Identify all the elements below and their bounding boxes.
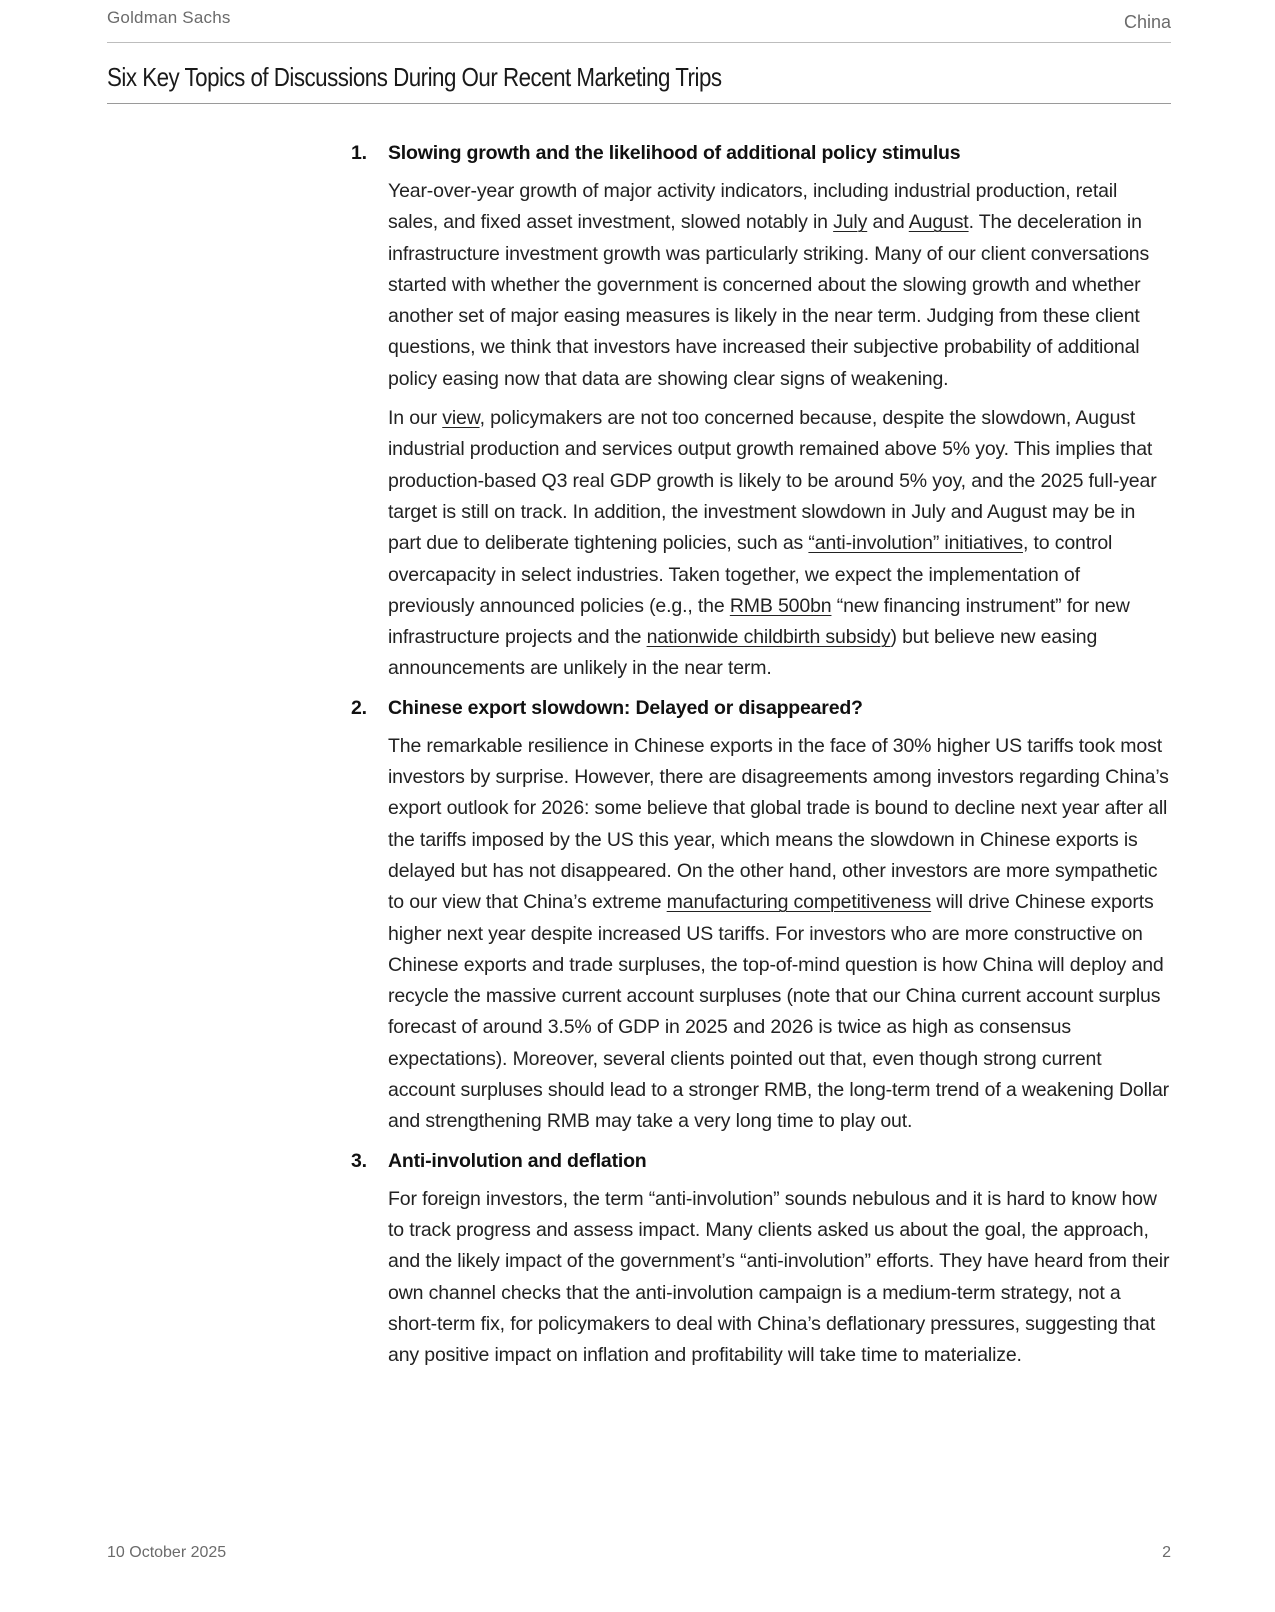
topic-paragraph	[388, 176, 1171, 395]
inline-link[interactable]: view	[442, 407, 480, 430]
topic-heading	[351, 1146, 1171, 1176]
header-brand: Goldman Sachs	[107, 8, 231, 27]
topic-number: 3.	[351, 1149, 367, 1172]
paragraph-text: will drive Chinese exports higher next year despite increased US tariffs. For investors who are more constructive on Chinese exports and trade surpluses, the top-of-mind question is how China will deploy and recycle the massive current account surpluses (note that our China current account surplus forecast of around 3.5% of GDP in 2025 and 2026 is twice as high as consensus expectations). Moreover, several clients pointed out that, even though strong current account surpluses should lead to a stronger RMB, the long-term trend of a weakening Dollar and strengthening RMB may take a very long time to play out.	[388, 891, 1170, 1133]
paragraph-text: , to control overcapacity in select industries. Taken together, we expect the implementation of previously announced policies (e.g., the	[388, 532, 1113, 617]
paragraph-text: “new financing instrument” for new infrastructure projects and the	[388, 594, 1130, 649]
topic-paragraph	[388, 403, 1171, 685]
paragraph-text: For foreign investors, the term “anti-involution” sounds nebulous and it is hard to know how to track progress and assess impact. Many clients asked us about the goal, the approach, and the likely impact of the government’s “anti-involution” efforts. They have heard from their own channel checks that the anti-involution campaign is a medium-term strategy, not a short-term fix, for policymakers to deal with China’s deflationary pressures, suggesting that any positive impact on inflation and profitability will take time to materialize.	[388, 1187, 1170, 1367]
topic-paragraph	[388, 731, 1171, 1138]
footer-date: 10 October 2025	[107, 1544, 227, 1561]
topic-heading	[351, 138, 1171, 168]
paragraph-text: . The deceleration in infrastructure investment growth was particularly striking. Many of our client conversations started with whether the government is concerned about the slowing growth and whether another set of major easing measures is likely in the near term. Judging from these client questions, we think that investors have increased their subjective probability of additional policy easing now that data are showing clear signs of weakening.	[388, 211, 1150, 390]
inline-link[interactable]: July	[833, 211, 868, 234]
topic-title: Slowing growth and the likelihood of additional policy stimulus	[388, 142, 961, 164]
header-region: China	[1123, 12, 1171, 32]
inline-link[interactable]: RMB 500bn	[729, 594, 832, 617]
paragraph-text: , policymakers are not too concerned because, despite the slowdown, August industrial production and services output growth remained above 5% yoy. This implies that production-based Q3 real GDP growth is likely to be around 5% yoy, and the 2025 full-year target is still on track. In addition, the investment slowdown in July and August may be in part due to deliberate tightening policies, such as	[388, 407, 1157, 555]
footer-page-number: 2	[1162, 1544, 1171, 1561]
paragraph-text: In our	[388, 407, 443, 430]
topic-title: Anti-involution and deflation	[388, 1149, 647, 1172]
topic-paragraph	[388, 1184, 1171, 1372]
header-divider	[107, 42, 1171, 43]
topic-3	[351, 1146, 1171, 1372]
paragraph-text: The remarkable resilience in Chinese exports in the face of 30% higher US tariffs took most investors by surprise. However, there are disagreements among investors regarding China’s export outlook for 2026: some believe that global trade is bound to decline next year after all the tariffs imposed by the US this year, which means the slowdown in Chinese exports is delayed but has not disappeared. On the other hand, other investors are more sympathetic to our view that China’s extreme	[388, 734, 1169, 914]
paragraph-text: ) but believe new easing announcements are unlikely in the near term.	[388, 626, 1098, 680]
inline-link[interactable]: nationwide childbirth subsidy	[646, 626, 891, 649]
topic-heading	[351, 693, 1171, 723]
topic-title: Chinese export slowdown: Delayed or disappeared?	[388, 696, 863, 719]
page-title: Six Key Topics of Discussions During Our Recent Marketing Trips	[107, 62, 722, 92]
paragraph-text: Year-over-year growth of major activity indicators, including industrial production, retail sales, and fixed asset investment, slowed notably in	[388, 180, 1118, 234]
inline-link[interactable]: August	[908, 211, 969, 234]
topic-number: 2.	[351, 696, 367, 719]
inline-link[interactable]: manufacturing competitiveness	[666, 891, 932, 914]
title-divider	[107, 103, 1171, 104]
paragraph-text: and	[867, 211, 909, 234]
topic-number: 1.	[351, 142, 367, 164]
topic-2	[351, 693, 1171, 1138]
topics-list	[351, 138, 1171, 1371]
inline-link[interactable]: “anti-involution” initiatives	[808, 532, 1023, 555]
topic-1	[351, 138, 1171, 685]
